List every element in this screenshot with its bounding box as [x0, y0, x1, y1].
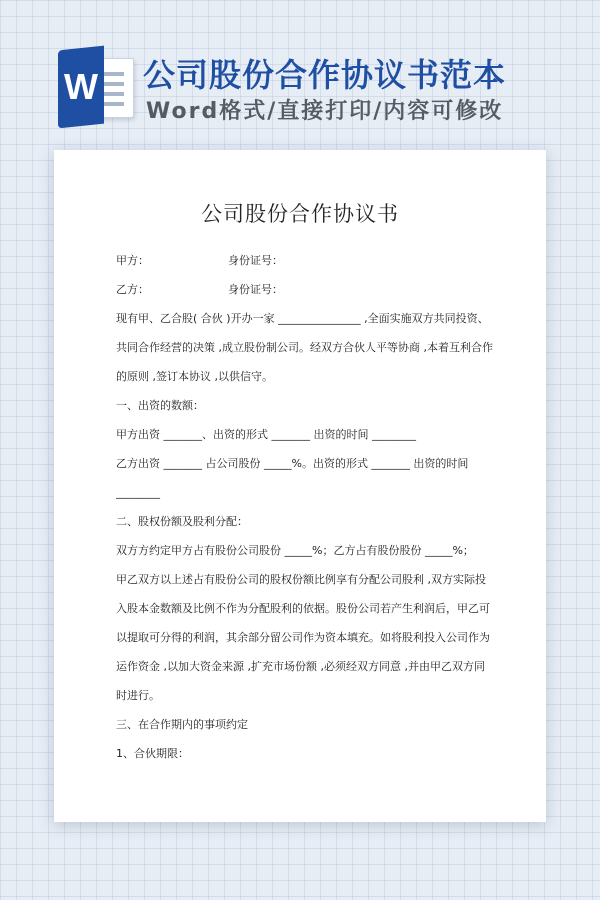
document-title: 公司股份合作协议书	[201, 202, 399, 226]
party-a-label: 甲方：	[116, 254, 149, 267]
paragraph-line: 运作资金 ,以加大资金来源 ,扩充市场份额 ,必须经双方同意 ,并由甲乙双方同	[116, 660, 485, 673]
document-body	[116, 250, 496, 772]
party-a-id-label: 身份证号：	[228, 254, 283, 267]
paragraph-line: 双方方约定甲方占有股份公司股份 _____%；乙方占有股份股份 _____%；	[116, 544, 474, 557]
word-letter: W	[64, 66, 98, 108]
paragraph-line: 甲乙双方以上述占有股份公司的股权份额比例享有分配公司股利 ,双方实际投	[116, 573, 486, 586]
paragraph-line: 1、合伙期限：	[116, 747, 189, 760]
section-heading: 二、股权份额及股利分配：	[116, 515, 248, 528]
header-banner	[0, 0, 600, 150]
party-b-label: 乙方：	[116, 283, 149, 296]
party-a-row	[116, 250, 496, 279]
page-title: 公司股份合作协议书范本	[143, 56, 507, 94]
word-badge	[58, 46, 104, 129]
paragraph-line: 乙方出资 _______ 占公司股份 _____%。出资的形式 _______ 出资的时间	[116, 457, 469, 470]
word-logo-icon	[58, 48, 134, 126]
section-heading: 一、出资的数额：	[116, 399, 204, 412]
section-heading: 三、在合作期内的事项约定	[116, 718, 248, 731]
paragraph-line: 共同合作经营的决策 ,成立股份制公司。经双方合伙人平等协商 ,本着互利合作	[116, 341, 493, 354]
party-b-id-label: 身份证号：	[228, 283, 283, 296]
document-page	[54, 150, 546, 822]
paragraph-line: 甲方出资 _______、出资的形式 _______ 出资的时间 ________	[116, 428, 416, 441]
paragraph-line: 的原则 ,签订本协议 ,以供信守。	[116, 370, 273, 383]
page-subtitle: Word格式/直接打印/内容可修改	[146, 99, 504, 124]
paragraph-line: ________	[116, 486, 160, 499]
paragraph-line: 现有甲、乙合股( 合伙 )开办一家 _______________ ,全面实施双方共同投资、	[116, 312, 489, 325]
party-b-row	[116, 279, 496, 308]
paragraph-line: 入股本金数额及比例不作为分配股利的依据。股份公司若产生利润后，甲乙可	[116, 602, 490, 615]
paragraph-line: 以提取可分得的利润，其余部分留公司作为资本填充。如将股利投入公司作为	[116, 631, 490, 644]
paragraph-line: 时进行。	[116, 689, 160, 702]
